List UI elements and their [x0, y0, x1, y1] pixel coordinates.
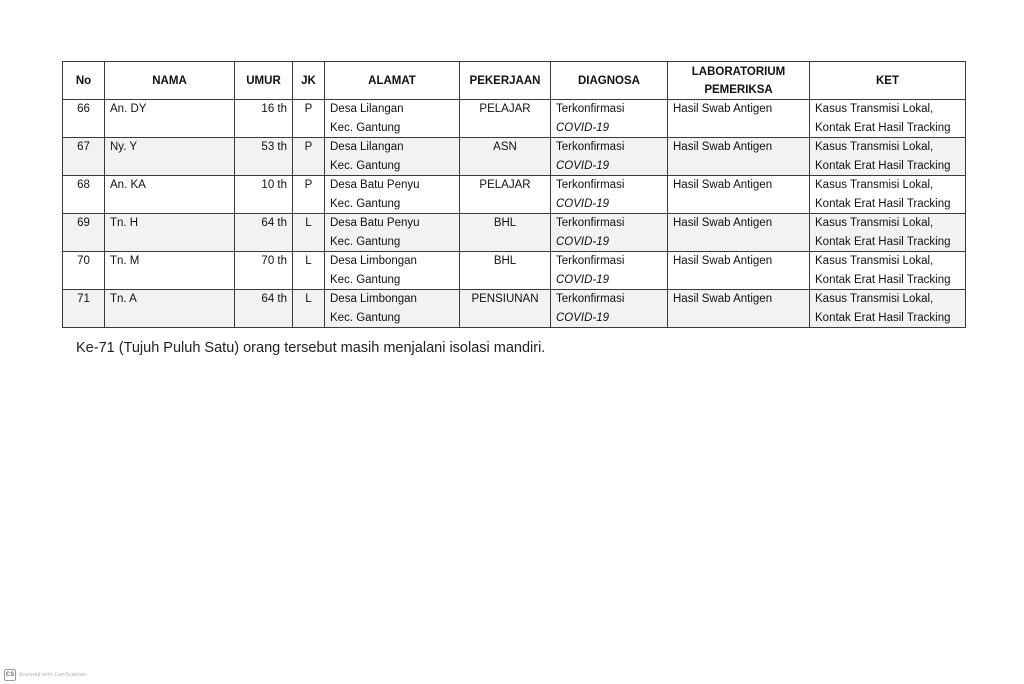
cell-no: 70 [63, 252, 105, 290]
table-body [63, 100, 966, 328]
header-lab-line2: PEMERIKSA [704, 83, 773, 96]
cell-ket-line1: Kasus Transmisi Lokal, [815, 217, 934, 229]
cell-no: 71 [63, 290, 105, 328]
cell-laboratorium: Hasil Swab Antigen [668, 290, 810, 328]
cell-ket-line2: Kontak Erat Hasil Tracking [815, 121, 951, 134]
cell-diagnosa-line1: Terkonfirmasi [556, 103, 625, 115]
cell-ket [810, 100, 966, 138]
cell-diagnosa-line2: COVID-19 [556, 311, 610, 324]
table-row [63, 252, 966, 290]
cell-ket-line1: Kasus Transmisi Lokal, [815, 293, 934, 305]
cell-ket-line2: Kontak Erat Hasil Tracking [815, 235, 951, 248]
table-header [63, 62, 966, 100]
cell-nama: Tn. M [105, 252, 235, 290]
header-pekerjaan: PEKERJAAN [460, 62, 551, 100]
cell-alamat [325, 138, 460, 176]
cell-diagnosa [551, 252, 668, 290]
cell-ket [810, 214, 966, 252]
cell-ket-line2: Kontak Erat Hasil Tracking [815, 159, 951, 172]
cell-laboratorium: Hasil Swab Antigen [668, 214, 810, 252]
header-row [63, 62, 966, 100]
cell-nama: An. KA [105, 176, 235, 214]
cell-laboratorium: Hasil Swab Antigen [668, 176, 810, 214]
cell-pekerjaan: PENSIUNAN [460, 290, 551, 328]
header-lab-line1: LABORATORIUM [691, 65, 786, 78]
cell-diagnosa-line1: Terkonfirmasi [556, 255, 625, 267]
cell-umur: 16 th [235, 100, 293, 138]
scanner-watermark [4, 669, 86, 681]
header-alamat: ALAMAT [325, 62, 460, 100]
cell-no: 66 [63, 100, 105, 138]
cell-alamat-line2: Kec. Gantung [330, 235, 401, 248]
cell-no: 68 [63, 176, 105, 214]
patient-table [62, 61, 966, 328]
cell-diagnosa [551, 176, 668, 214]
table-row [63, 138, 966, 176]
cell-laboratorium: Hasil Swab Antigen [668, 138, 810, 176]
cell-ket-line1: Kasus Transmisi Lokal, [815, 103, 934, 115]
cell-alamat [325, 100, 460, 138]
cell-diagnosa [551, 214, 668, 252]
cell-ket [810, 290, 966, 328]
cell-alamat [325, 252, 460, 290]
header-laboratorium [668, 62, 810, 100]
cell-diagnosa [551, 100, 668, 138]
cell-ket-line2: Kontak Erat Hasil Tracking [815, 197, 951, 210]
cell-jk: L [293, 290, 325, 328]
cell-nama: An. DY [105, 100, 235, 138]
cell-ket-line1: Kasus Transmisi Lokal, [815, 141, 934, 153]
cell-pekerjaan: BHL [460, 252, 551, 290]
scanner-text: Scanned with CamScanner [19, 672, 87, 678]
cell-alamat-line2: Kec. Gantung [330, 197, 401, 210]
table-row [63, 214, 966, 252]
isolation-note: Ke-71 (Tujuh Puluh Satu) orang tersebut masih menjalani isolasi mandiri. [76, 340, 546, 356]
cell-jk: P [293, 176, 325, 214]
cell-alamat [325, 214, 460, 252]
header-umur: UMUR [235, 62, 293, 100]
cell-alamat-line1: Desa Batu Penyu [330, 217, 420, 229]
cell-jk: P [293, 138, 325, 176]
cell-no: 67 [63, 138, 105, 176]
cell-diagnosa-line1: Terkonfirmasi [556, 141, 625, 153]
cell-diagnosa-line2: COVID-19 [556, 121, 610, 134]
cell-diagnosa-line2: COVID-19 [556, 159, 610, 172]
header-diagnosa: DIAGNOSA [551, 62, 668, 100]
cell-umur: 10 th [235, 176, 293, 214]
cell-no: 69 [63, 214, 105, 252]
cell-pekerjaan: BHL [460, 214, 551, 252]
table-row [63, 100, 966, 138]
cell-pekerjaan: PELAJAR [460, 100, 551, 138]
cell-diagnosa-line2: COVID-19 [556, 197, 610, 210]
cell-ket-line1: Kasus Transmisi Lokal, [815, 179, 934, 191]
header-no: No [63, 62, 105, 100]
cell-alamat-line1: Desa Batu Penyu [330, 179, 420, 191]
table-row [63, 290, 966, 328]
cell-laboratorium: Hasil Swab Antigen [668, 100, 810, 138]
camscanner-logo-icon: CS [4, 669, 16, 681]
header-nama: NAMA [105, 62, 235, 100]
cell-alamat [325, 290, 460, 328]
cell-umur: 70 th [235, 252, 293, 290]
cell-alamat-line1: Desa Limbongan [330, 255, 417, 267]
cell-jk: P [293, 100, 325, 138]
cell-alamat [325, 176, 460, 214]
cell-jk: L [293, 252, 325, 290]
cell-diagnosa-line1: Terkonfirmasi [556, 217, 625, 229]
cell-nama: Tn. H [105, 214, 235, 252]
cell-umur: 53 th [235, 138, 293, 176]
cell-nama: Ny. Y [105, 138, 235, 176]
cell-pekerjaan: ASN [460, 138, 551, 176]
cell-diagnosa-line2: COVID-19 [556, 273, 610, 286]
cell-alamat-line2: Kec. Gantung [330, 121, 401, 134]
cell-alamat-line2: Kec. Gantung [330, 159, 401, 172]
cell-ket-line2: Kontak Erat Hasil Tracking [815, 311, 951, 324]
cell-alamat-line2: Kec. Gantung [330, 311, 401, 324]
cell-pekerjaan: PELAJAR [460, 176, 551, 214]
cell-jk: L [293, 214, 325, 252]
cell-nama: Tn. A [105, 290, 235, 328]
cell-alamat-line1: Desa Limbongan [330, 293, 417, 305]
cell-alamat-line1: Desa Lilangan [330, 103, 404, 115]
cell-laboratorium: Hasil Swab Antigen [668, 252, 810, 290]
cell-ket [810, 176, 966, 214]
cell-diagnosa-line1: Terkonfirmasi [556, 179, 625, 191]
cell-alamat-line1: Desa Lilangan [330, 141, 404, 153]
cell-diagnosa [551, 290, 668, 328]
cell-diagnosa [551, 138, 668, 176]
cell-ket [810, 138, 966, 176]
cell-ket [810, 252, 966, 290]
cell-umur: 64 th [235, 290, 293, 328]
cell-ket-line1: Kasus Transmisi Lokal, [815, 255, 934, 267]
cell-umur: 64 th [235, 214, 293, 252]
cell-diagnosa-line1: Terkonfirmasi [556, 293, 625, 305]
table-row [63, 176, 966, 214]
header-ket: KET [810, 62, 966, 100]
cell-ket-line2: Kontak Erat Hasil Tracking [815, 273, 951, 286]
cell-diagnosa-line2: COVID-19 [556, 235, 610, 248]
header-jk: JK [293, 62, 325, 100]
cell-alamat-line2: Kec. Gantung [330, 273, 401, 286]
